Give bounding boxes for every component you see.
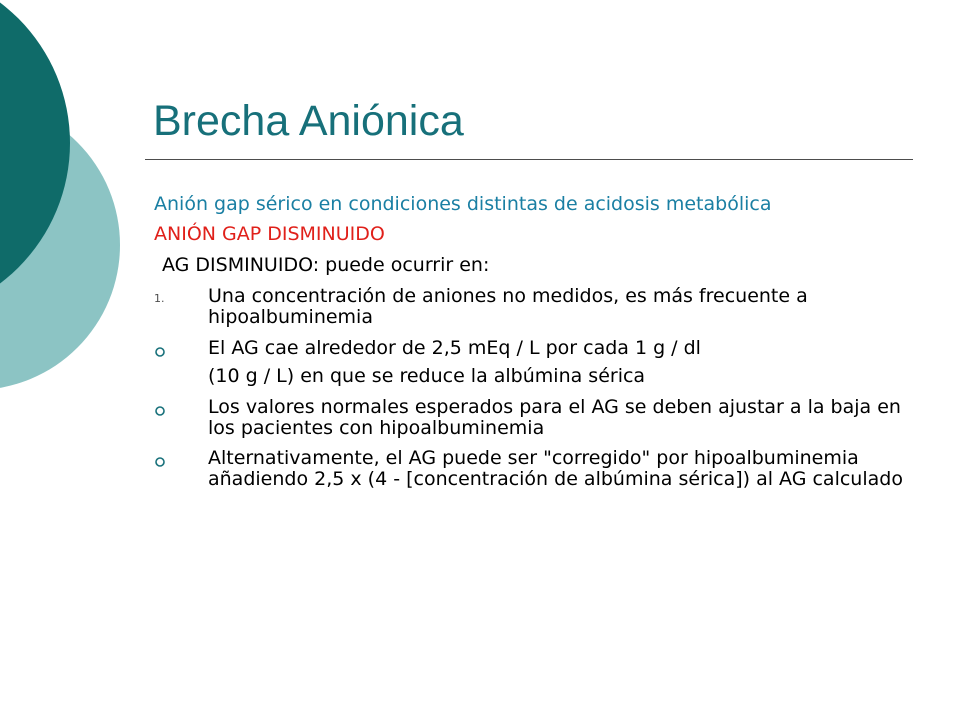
slide-subtitle: Anión gap sérico en condiciones distintas de acidosis metabólica	[154, 193, 772, 215]
numbered-list-item	[154, 286, 924, 328]
slide-body	[154, 194, 924, 490]
hollow-circle-bullet-icon	[154, 452, 166, 473]
slide-title: Brecha Aniónica	[153, 97, 464, 145]
bullet-item	[154, 397, 924, 439]
hollow-circle-bullet-icon	[154, 401, 166, 422]
section-heading: ANIÓN GAP DISMINUIDO	[154, 223, 385, 245]
intro-text: AG DISMINUIDO: puede ocurrir en:	[162, 254, 490, 276]
bullet-item	[154, 338, 924, 359]
hollow-circle-bullet-icon	[154, 342, 166, 363]
bullet-text: Los valores normales esperados para el AG se deben ajustar a la baja en los pacientes con hipoalbuminemia	[208, 396, 901, 439]
bullet-text: Alternativamente, el AG puede ser "corregido" por hipoalbuminemia añadiendo 2,5 x (4 - [concentración de albúmina sérica]) al AG calculado	[208, 447, 903, 490]
title-divider	[145, 159, 913, 160]
bullet-text: El AG cae alrededor de 2,5 mEq / L por cada 1 g / dl	[208, 337, 701, 359]
list-number: 1.	[154, 292, 165, 305]
bullet-continuation: (10 g / L) en que se reduce la albúmina sérica	[208, 365, 646, 387]
bullet-item	[154, 448, 924, 490]
list-item-text: Una concentración de aniones no medidos, es más frecuente a hipoalbuminemia	[208, 285, 808, 328]
